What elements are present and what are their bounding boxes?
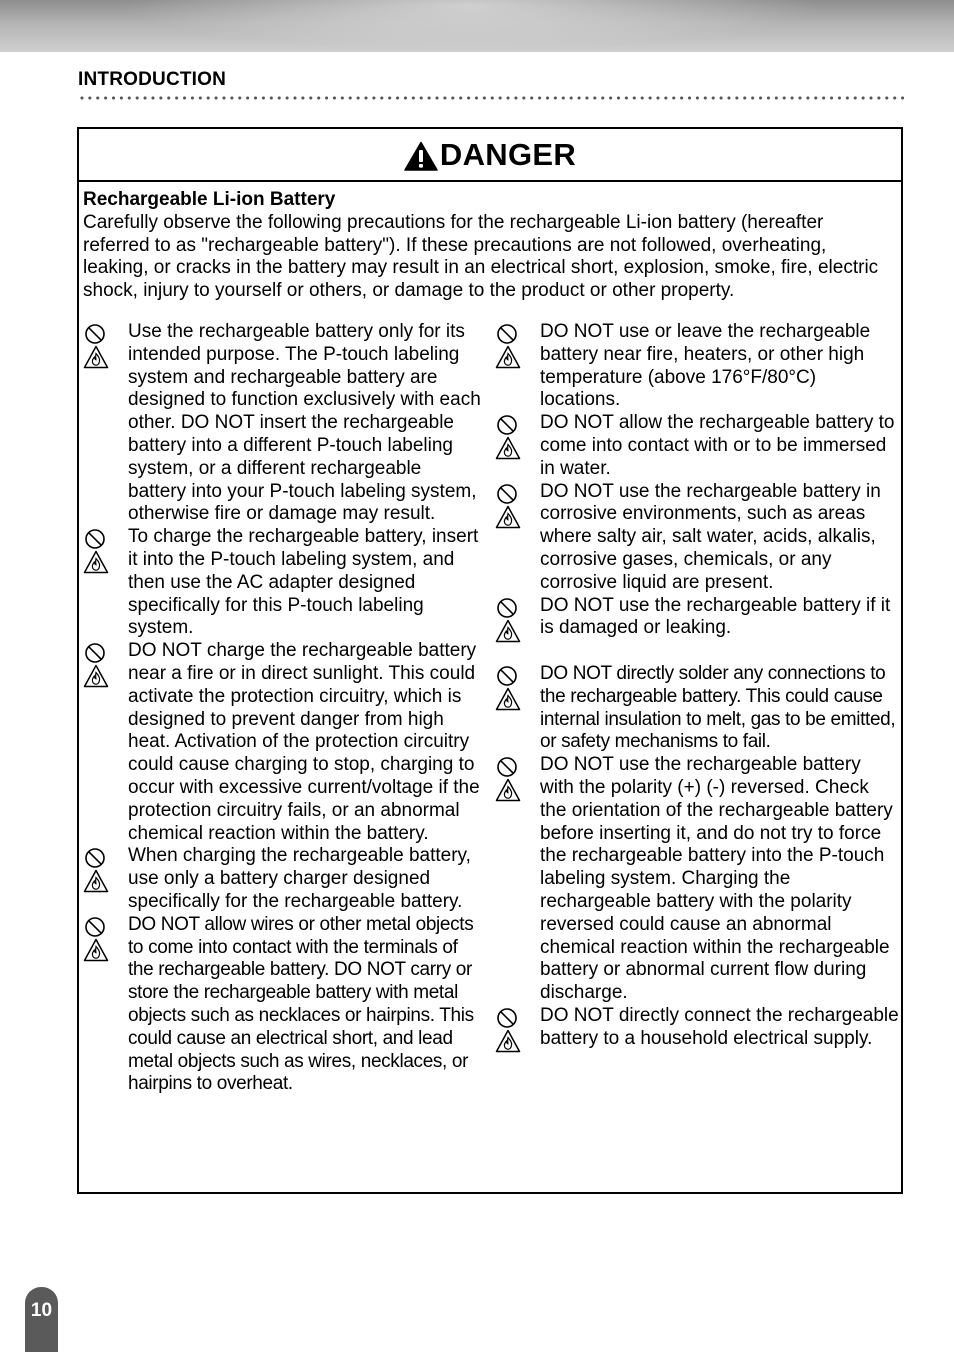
intro-block (83, 189, 893, 303)
precaution-text: DO NOT directly solder any connections to the rechargeable battery. This could cause internal insulation to melt, gas to be emitted, or safety mechanisms to fail. (540, 662, 896, 753)
fire-hazard-icon (495, 345, 521, 369)
danger-title: DANGER (439, 136, 577, 172)
precaution-text: When charging the rechargeable battery, use only a battery charger designed specifically for the rechargeable battery. (128, 845, 471, 912)
fire-hazard-icon (83, 550, 109, 574)
dotted-divider (78, 95, 904, 101)
fire-hazard-icon (495, 687, 521, 711)
precaution-item (83, 321, 483, 526)
fire-hazard-icon (495, 619, 521, 643)
fire-hazard-icon (83, 664, 109, 688)
fire-hazard-icon (495, 1029, 521, 1053)
precaution-text: DO NOT use the rechargeable battery in corrosive environments, such as areas where salty air, salt water, acids, alkalis, corrosive gases, chemicals, or any corrosive liquid are present. (540, 480, 881, 593)
prohibition-icon (496, 597, 518, 619)
prohibition-icon (84, 916, 106, 938)
precaution-item (495, 412, 899, 480)
precaution-item (83, 845, 483, 913)
prohibition-icon (84, 847, 106, 869)
precaution-item (495, 663, 899, 754)
fire-hazard-icon (83, 345, 109, 369)
precaution-text: DO NOT charge the rechargeable battery near a fire or in direct sunlight. This could activate the protection circuitry, which is designed to prevent danger from high heat. Activation of the protection circuitry could cause charging to stop, charging to occur with excessive current/voltage if the protection circuitry fails, or an abnormal chemical reaction within the battery. (128, 640, 480, 844)
page-number-tab (25, 1287, 58, 1352)
fire-hazard-icon (495, 505, 521, 529)
precaution-text: To charge the rechargeable battery, insert it into the P-touch labeling system, and then use the AC adapter designed specifically for this P-touch labeling system. (128, 526, 479, 639)
fire-hazard-icon (495, 436, 521, 460)
section-title: INTRODUCTION (78, 69, 227, 90)
precaution-item (83, 640, 483, 845)
precaution-item (83, 914, 483, 1096)
prohibition-icon (496, 483, 518, 505)
precaution-item (495, 1005, 899, 1051)
prohibition-icon (496, 414, 518, 436)
danger-box (77, 127, 903, 1194)
left-column (83, 321, 483, 1096)
prohibition-icon (84, 642, 106, 664)
battery-heading: Rechargeable Li-ion Battery (83, 189, 336, 210)
warning-triangle-icon (404, 141, 438, 171)
precaution-text: DO NOT use the rechargeable battery with the polarity (+) (-) reversed. Check the orientation of the rechargeable battery before inserting it, and do not try to force the rechargeable battery into the P-touch labeling system. Charging the rechargeable battery with the polarity reversed could cause an abnormal chemical reaction within the rechargeable battery or abnormal current flow during discharge. (540, 754, 893, 1004)
fire-hazard-icon (83, 869, 109, 893)
fire-hazard-icon (83, 938, 109, 962)
prohibition-icon (496, 1007, 518, 1029)
right-column (495, 321, 899, 1051)
prohibition-icon (84, 323, 106, 345)
precaution-text: Use the rechargeable battery only for its intended purpose. The P-touch labeling system and rechargeable battery are designed to function exclusively with each other. DO NOT insert the rechargeable battery into a different P-touch labeling system, or a different rechargeable battery into your P-touch labeling system, otherwise fire or damage may result. (128, 321, 481, 525)
precaution-text: DO NOT use or leave the rechargeable battery near fire, heaters, or other high temperature (above 176°F/80°C) locations. (540, 321, 871, 411)
fire-hazard-icon (495, 778, 521, 802)
danger-header (79, 129, 901, 182)
precaution-item (495, 595, 899, 641)
precaution-text: DO NOT allow wires or other metal objects to come into contact with the terminals of the rechargeable battery. DO NOT carry or store the rechargeable battery with metal objects such as necklaces or hairpins. This could cause an electrical short, and lead metal objects such as wires, necklaces, or hairpins to overheat. (128, 913, 474, 1095)
prohibition-icon (496, 665, 518, 687)
precaution-item (495, 321, 899, 412)
page-number: 10 (30, 1300, 53, 1321)
prohibition-icon (84, 528, 106, 550)
precaution-item (83, 526, 483, 640)
precaution-item (495, 481, 899, 595)
precaution-text: DO NOT use the rechargeable battery if it is damaged or leaking. (540, 594, 891, 639)
header-band (0, 0, 954, 52)
precaution-text: DO NOT allow the rechargeable battery to come into contact with or to be immersed in water. (540, 412, 895, 479)
prohibition-icon (496, 756, 518, 778)
precaution-text: DO NOT directly connect the rechargeable battery to a household electrical supply. (540, 1004, 899, 1049)
prohibition-icon (496, 323, 518, 345)
intro-paragraph: Carefully observe the following precautions for the rechargeable Li-ion battery (hereafter referred to as "rechargeable battery"). If these precautions are not followed, overheating, leaking, or cracks in the battery may result in an electrical short, explosion, smoke, fire, electric shock, injury to yourself or others, or damage to the product or other property. (83, 211, 879, 302)
precaution-item (495, 754, 899, 1005)
